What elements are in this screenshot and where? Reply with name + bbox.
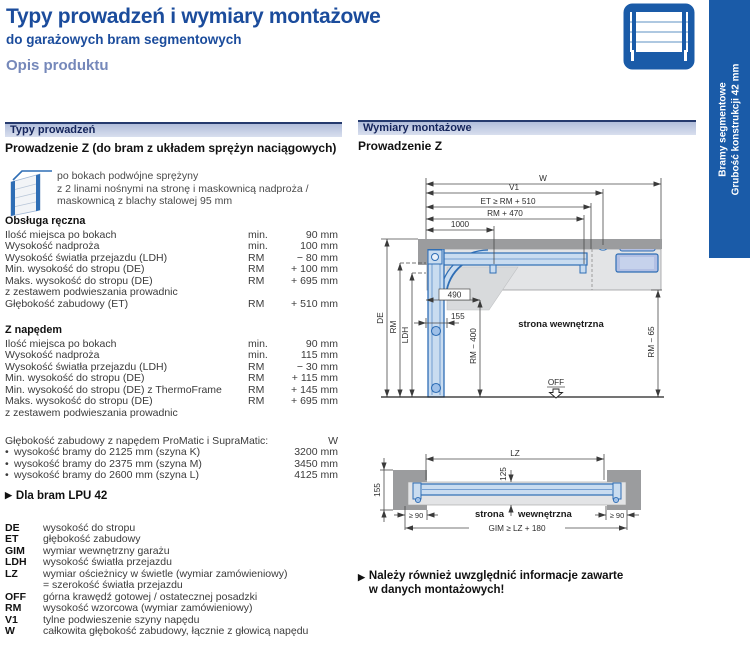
- left-roller: [415, 497, 420, 502]
- spec-row: Wysokość światła przejazdu (LDH) RM − 80 mm: [5, 251, 338, 264]
- spec-row: Maks. wysokość do stropu (DE) RM + 695 mm: [5, 395, 338, 408]
- dim-90-left: ≥ 90: [408, 511, 424, 520]
- triangle-bullet-icon: ▶: [358, 572, 365, 582]
- legend-row: LDH wysokość światła przejazdu: [5, 556, 172, 569]
- abbreviation-legend: [5, 523, 345, 638]
- inside-label: strona wewnętrzna: [518, 319, 604, 330]
- inside-label-1: strona: [474, 509, 504, 520]
- right-roller: [613, 497, 618, 502]
- spec-row: z zestawem podwieszania prowadnic: [5, 286, 178, 299]
- note-line2: w danych montażowych!: [368, 584, 505, 596]
- dim-ldh: LDH: [401, 326, 410, 344]
- inside-label-2: wewnętrzna: [518, 509, 572, 520]
- note-line1: Należy również uwzględnić informacje zawarte: [368, 570, 624, 582]
- spec-row: Min. wysokość do stropu (DE) RM + 100 mm: [5, 263, 338, 276]
- powered-heading: Z napędem: [5, 324, 62, 336]
- right-section-bar: Wymiary montażowe: [358, 120, 696, 135]
- spec-row: Wysokość nadproża min. 100 mm: [5, 240, 338, 253]
- page-title: Typy prowadzeń i wymiary montażowe: [6, 5, 381, 28]
- legend-row: DE wysokość do stropu: [5, 522, 136, 534]
- left-section-bar: Typy prowadzeń: [5, 122, 342, 137]
- legend-row: W całkowita głębokość zabudowy, łącznie z głowicą napędu: [5, 625, 309, 638]
- depth-row: • wysokość bramy do 2125 mm (szyna K) 3200 mm: [5, 446, 338, 459]
- legend-row: ET głębokość zabudowy: [5, 533, 141, 546]
- depth-col-label: W: [328, 435, 338, 447]
- dim-155: 155: [451, 312, 465, 321]
- plan-view-drawing: [356, 438, 696, 548]
- edge-tab-line2: Grubość konstrukcji 42 mm: [729, 63, 741, 195]
- dim-et: ET ≥ RM + 510: [480, 197, 536, 206]
- dim-490: 490: [447, 290, 462, 300]
- spec-row: Wysokość światła przejazdu (LDH) RM − 30 mm: [5, 360, 338, 373]
- operator-head-inner: [620, 257, 654, 269]
- lpu42-row: ▶ Dla bram LPU 42: [5, 490, 108, 502]
- off-label: OFF: [547, 378, 565, 387]
- spec-row: Głębokość zabudowy (ET) RM + 510 mm: [5, 297, 338, 310]
- dim-v1: V1: [508, 183, 520, 192]
- left-subheader: Prowadzenie Z (do bram z układem sprężyn naciągowych): [5, 141, 337, 155]
- side-view-drawing: [356, 163, 696, 413]
- legend-row: LZ wymiar ościeżnicy w świetle (wymiar zamówieniowy) = szerokość światła przejazdu: [5, 567, 288, 592]
- roller: [432, 384, 441, 393]
- installation-note: [358, 569, 678, 597]
- dim-gim: GIM ≥ LZ + 180: [488, 524, 546, 533]
- spec-row: Min. wysokość do stropu (DE) RM + 115 mm: [5, 372, 338, 385]
- dim-w: W: [539, 174, 547, 183]
- depth-row: • wysokość bramy do 2600 mm (szyna L) 4125 mm: [5, 469, 338, 482]
- right-subheader: Prowadzenie Z: [358, 139, 443, 153]
- sectional-door-icon: [623, 3, 695, 77]
- depth-row: • wysokość bramy do 2375 mm (szyna M) 3450 mm: [5, 457, 338, 470]
- legend-row: V1 tylne podwieszenie szyny napędu: [5, 613, 200, 626]
- cable-drum: [432, 254, 439, 261]
- depth-spec-block: [5, 436, 338, 482]
- edge-tab: [709, 0, 750, 258]
- dim-rm400: RM − 400: [469, 328, 478, 364]
- legend-row: OFF górna krawędź gotowej / ostatecznej posadzki: [5, 590, 258, 603]
- legend-row: RM wysokość wzorcowa (wymiar zamówieniowy): [5, 602, 253, 615]
- dim-90-right: ≥ 90: [609, 511, 625, 520]
- spec-row: Min. wysokość do stropu (DE) z ThermoFrame RM + 145 mm: [5, 383, 338, 396]
- spec-row: Wysokość nadproża min. 115 mm: [5, 349, 338, 362]
- section-title: Opis produktu: [6, 57, 109, 74]
- page-subtitle: do garażowych bram segmentowych: [6, 32, 242, 47]
- manual-spec-block: [5, 215, 338, 310]
- triangle-bullet-icon: ▶: [5, 490, 12, 500]
- legend-row: GIM wymiar wewnętrzny garażu: [5, 544, 170, 557]
- spec-row: Ilość miejsca po bokach min. 90 mm: [5, 229, 338, 241]
- dim-1000: 1000: [450, 220, 470, 229]
- spec-row: Ilość miejsca po bokach min. 90 mm: [5, 338, 338, 350]
- manual-heading: Obsługa ręczna: [5, 215, 86, 227]
- edge-tab-text: [709, 0, 750, 258]
- edge-tab-line1: Bramy segmentowe: [717, 81, 728, 177]
- depth-heading-row: Głębokość zabudowy z napędem ProMatic i SupraMatic: W: [5, 435, 338, 447]
- dim-lz: LZ: [510, 449, 520, 458]
- spec-row: z zestawem podwieszania prowadnic: [5, 406, 178, 419]
- rail-bracket: [580, 265, 586, 273]
- right-frame-detail: [613, 483, 621, 499]
- dim-155-plan: 155: [373, 483, 382, 497]
- dim-de: DE: [376, 312, 385, 324]
- left-frame-detail: [413, 483, 421, 499]
- dim-rm470: RM + 470: [487, 209, 523, 218]
- spec-row: Maks. wysokość do stropu (DE) RM + 695 mm: [5, 274, 338, 287]
- feature-description: po bokach podwójne sprężyny z 2 linami nośnymi na stronę i maskownicą nadproża / maskownicą z blachy stalowej 95 mm: [57, 170, 309, 207]
- dim-125: 125: [499, 467, 508, 481]
- roller: [432, 327, 441, 336]
- powered-spec-block: [5, 324, 338, 419]
- dim-rm65: RM − 65: [647, 326, 656, 358]
- dim-rm: RM: [389, 320, 398, 334]
- rail-bracket: [490, 265, 496, 273]
